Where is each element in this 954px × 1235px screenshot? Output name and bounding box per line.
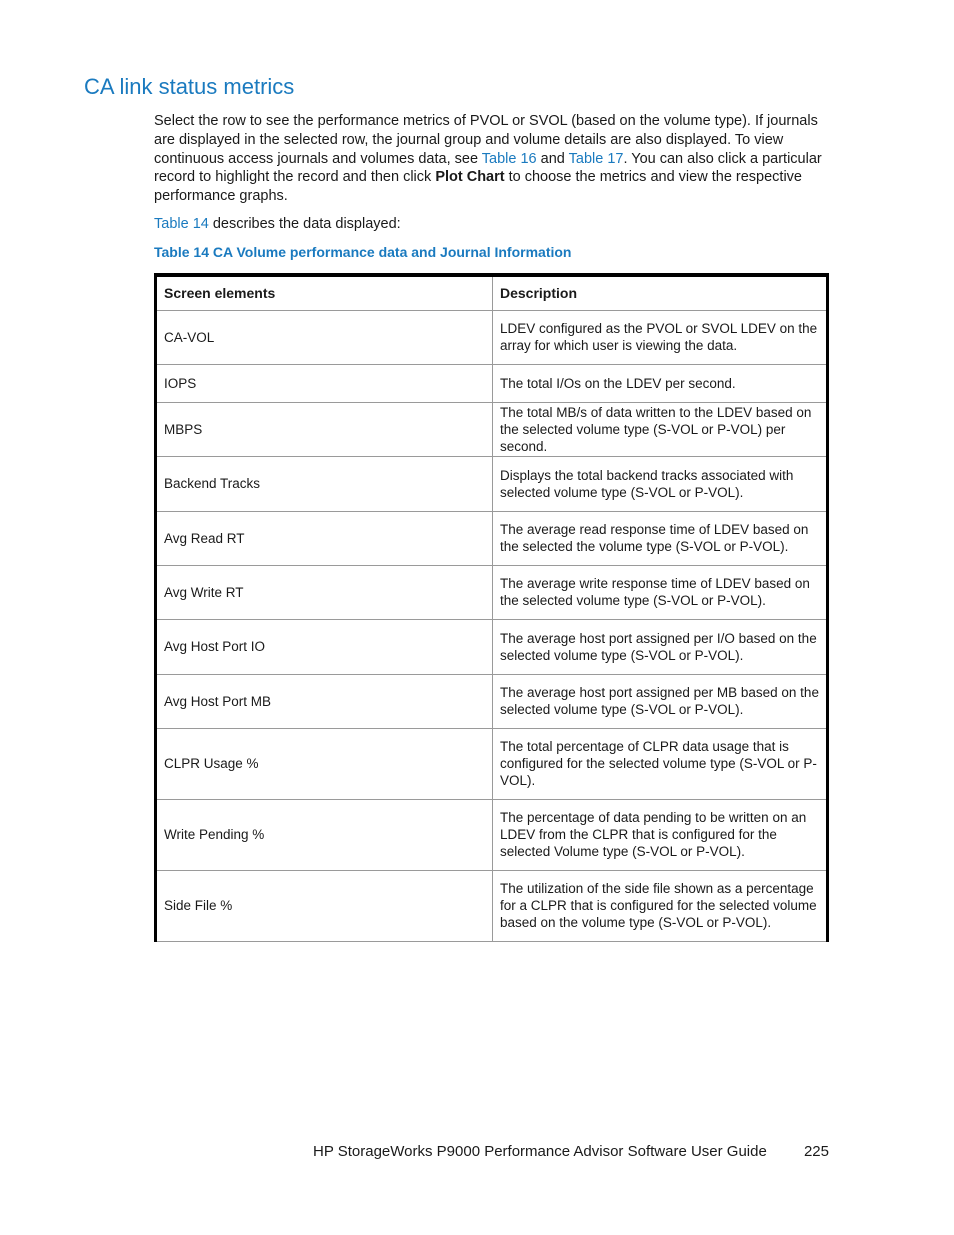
description-cell: The utilization of the side file shown as a percentage for a CLPR that is configured for the selected volume based on the volume type (S-VOL or P-VOL). xyxy=(493,870,828,941)
table-caption: Table 14 CA Volume performance data and Journal Information xyxy=(154,244,572,260)
description-cell: The average host port assigned per I/O based on the selected volume type (S-VOL or P-VOL). xyxy=(493,619,828,674)
description-cell: The percentage of data pending to be written on an LDEV from the CLPR that is configured for the selected Volume type (S-VOL or P-VOL). xyxy=(493,799,828,870)
screen-element-cell: Avg Host Port MB xyxy=(156,674,493,728)
table-row xyxy=(156,870,828,941)
description-cell: Displays the total backend tracks associated with selected volume type (S-VOL or P-VOL). xyxy=(493,456,828,511)
column-header-description: Description xyxy=(493,275,828,310)
description-cell: LDEV configured as the PVOL or SVOL LDEV on the array for which user is viewing the data. xyxy=(493,310,828,364)
intro-text-4: to choose the metrics and view the respective performance graphs. xyxy=(154,169,802,205)
intro-text-3: . You can also click a particular record to highlight the record and then click xyxy=(154,150,822,186)
table-16-link[interactable]: Table 16 xyxy=(481,150,537,167)
description-cell: The average write response time of LDEV based on the selected volume type (S-VOL or P-VOL). xyxy=(493,565,828,619)
table-row xyxy=(156,511,828,565)
table-row xyxy=(156,799,828,870)
footer-guide-title: HP StorageWorks P9000 Performance Advisor Software User Guide xyxy=(313,1143,767,1160)
metrics-table xyxy=(154,273,829,942)
table-row xyxy=(156,402,828,456)
screen-element-cell: IOPS xyxy=(156,364,493,402)
description-cell: The total I/Os on the LDEV per second. xyxy=(493,364,828,402)
table-17-link[interactable]: Table 17 xyxy=(568,150,624,167)
screen-element-cell: Side File % xyxy=(156,870,493,941)
table-row xyxy=(156,364,828,402)
screen-element-cell: Backend Tracks xyxy=(156,456,493,511)
screen-element-cell: Avg Read RT xyxy=(156,511,493,565)
intro-text-1: Select the row to see the performance metrics of PVOL or SVOL (based on the volume type). If journals are displayed in the selected row, the journal group and volume details are also displayed. To view continuous access journals and volumes data, see xyxy=(154,113,818,167)
table-row xyxy=(156,456,828,511)
screen-element-cell: MBPS xyxy=(156,402,493,456)
intro-paragraph xyxy=(154,112,834,206)
description-cell: The average host port assigned per MB based on the selected volume type (S-VOL or P-VOL). xyxy=(493,674,828,728)
intro-text-2: and xyxy=(536,150,569,167)
table-reference-text: describes the data displayed: xyxy=(208,216,401,232)
table-14-link[interactable]: Table 14 xyxy=(154,216,209,232)
page-footer xyxy=(313,1143,829,1160)
description-cell: The total percentage of CLPR data usage that is configured for the selected volume type (S-VOL or P-VOL). xyxy=(493,728,828,799)
table-row xyxy=(156,728,828,799)
section-title: CA link status metrics xyxy=(84,74,295,99)
table-header-row xyxy=(156,275,828,310)
table-row xyxy=(156,310,828,364)
table-reference-line xyxy=(154,215,401,233)
table-row xyxy=(156,565,828,619)
table-row xyxy=(156,619,828,674)
table-row xyxy=(156,674,828,728)
screen-element-cell: Write Pending % xyxy=(156,799,493,870)
screen-element-cell: CA-VOL xyxy=(156,310,493,364)
screen-element-cell: Avg Host Port IO xyxy=(156,619,493,674)
screen-element-cell: Avg Write RT xyxy=(156,565,493,619)
description-cell: The average read response time of LDEV based on the selected the volume type (S-VOL or P-VOL). xyxy=(493,511,828,565)
plot-chart-label: Plot Chart xyxy=(435,169,505,186)
screen-element-cell: CLPR Usage % xyxy=(156,728,493,799)
footer-page-number: 225 xyxy=(803,1143,829,1160)
description-cell: The total MB/s of data written to the LDEV based on the selected volume type (S-VOL or P-VOL) per second. xyxy=(493,402,828,456)
column-header-screen-elements: Screen elements xyxy=(156,275,493,310)
